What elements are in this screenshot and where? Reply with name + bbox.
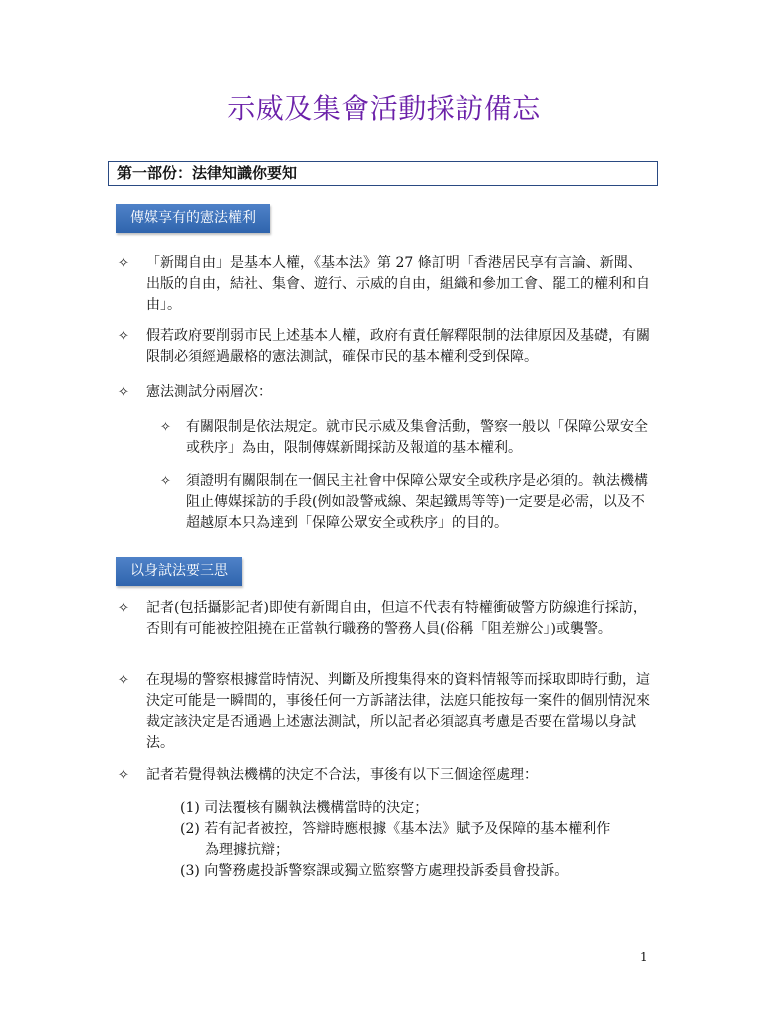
sub-bullet-text: 有關限制是依法規定。就市民示威及集會活動，警察一般以「保障公眾安全或秩序」為由，限制傳媒新聞採訪及報道的基本權利。 — [186, 419, 648, 456]
bullet-text: 假若政府要削弱市民上述基本人權，政府有責任解釋限制的法律原因及基礎，有關限制必須經過嚴格的憲法測試，確保市民的基本權利受到保障。 — [146, 328, 650, 365]
option-label: (2) 若有記者被控，答辯時應根據《基本法》賦予及保障的基本權利作 — [180, 821, 611, 837]
diamond-bullet-icon: ✧ — [118, 256, 129, 271]
bullet-text: 記者若覺得執法機構的決定不合法，事後有以下三個途徑處理： — [146, 767, 538, 783]
page-number: 1 — [640, 950, 648, 964]
bullet-item — [118, 326, 653, 368]
sub-bullet-text: 須證明有關限制在一個民主社會中保障公眾安全或秩序是必須的。執法機構阻止傳媒採訪的手段(例如設警戒線、架起鐵馬等等)一定要是必需，以及不超越原本只為達到「保障公眾安全或秩序」的目的。 — [186, 473, 648, 531]
bullet-item — [118, 382, 653, 403]
diamond-bullet-icon: ✧ — [118, 673, 129, 688]
option-item-2 — [180, 819, 660, 861]
diamond-bullet-icon: ✧ — [118, 601, 129, 616]
bullet-item — [118, 670, 653, 754]
bullet-text: 在現場的警察根據當時情況、判斷及所搜集得來的資料情報等而採取即時行動，這決定可能是一瞬間的，事後任何一方訴諸法律，法庭只能按每一案件的個別情況來裁定該決定是否通過上述憲法測試，所以記者必須認真考慮是否要在當場以身試法。 — [146, 672, 650, 751]
bullet-text: 記者(包括攝影記者)即使有新聞自由，但這不代表有特權衝破警方防線進行採訪，否則有可能被控阻撓在正當執行職務的警務人員(俗稱「阻差辦公」)或襲警。 — [146, 600, 647, 637]
option-item-3 — [180, 861, 660, 882]
page-title: 示威及集會活動採訪備忘 — [227, 92, 541, 125]
diamond-bullet-icon: ✧ — [160, 474, 171, 489]
sub-bullet-item — [160, 471, 655, 534]
diamond-bullet-icon: ✧ — [118, 385, 129, 400]
sub-bullet-item — [160, 417, 655, 459]
diamond-bullet-icon: ✧ — [118, 768, 129, 783]
bullet-text: 「新聞自由」是基本人權，《基本法》第 27 條訂明「香港居民享有言論、新聞、出版的自由，結社、集會、遊行、示威的自由，組織和參加工會、罷工的權利和自由」。 — [146, 255, 650, 313]
diamond-bullet-icon: ✧ — [118, 329, 129, 344]
option-continuation: 為理據抗辯； — [205, 842, 289, 858]
part-heading-box: 第一部份：法律知識你要知 — [108, 161, 658, 186]
bullet-item — [118, 598, 653, 640]
diamond-bullet-icon: ✧ — [160, 420, 171, 435]
bullet-item — [118, 253, 653, 316]
option-item-1 — [180, 798, 660, 819]
option-label: (3) 向警務處投訴警察課或獨立監察警方處理投訴委員會投訴。 — [180, 863, 569, 879]
bullet-item — [118, 765, 653, 786]
bullet-text: 憲法測試分兩層次： — [146, 384, 272, 400]
option-label: (1) 司法覆核有關執法機構當時的決定； — [180, 800, 429, 816]
section-tag-constitutional-rights: 傳媒享有的憲法權利 — [116, 204, 270, 233]
section-tag-think-twice: 以身試法要三思 — [116, 557, 242, 586]
